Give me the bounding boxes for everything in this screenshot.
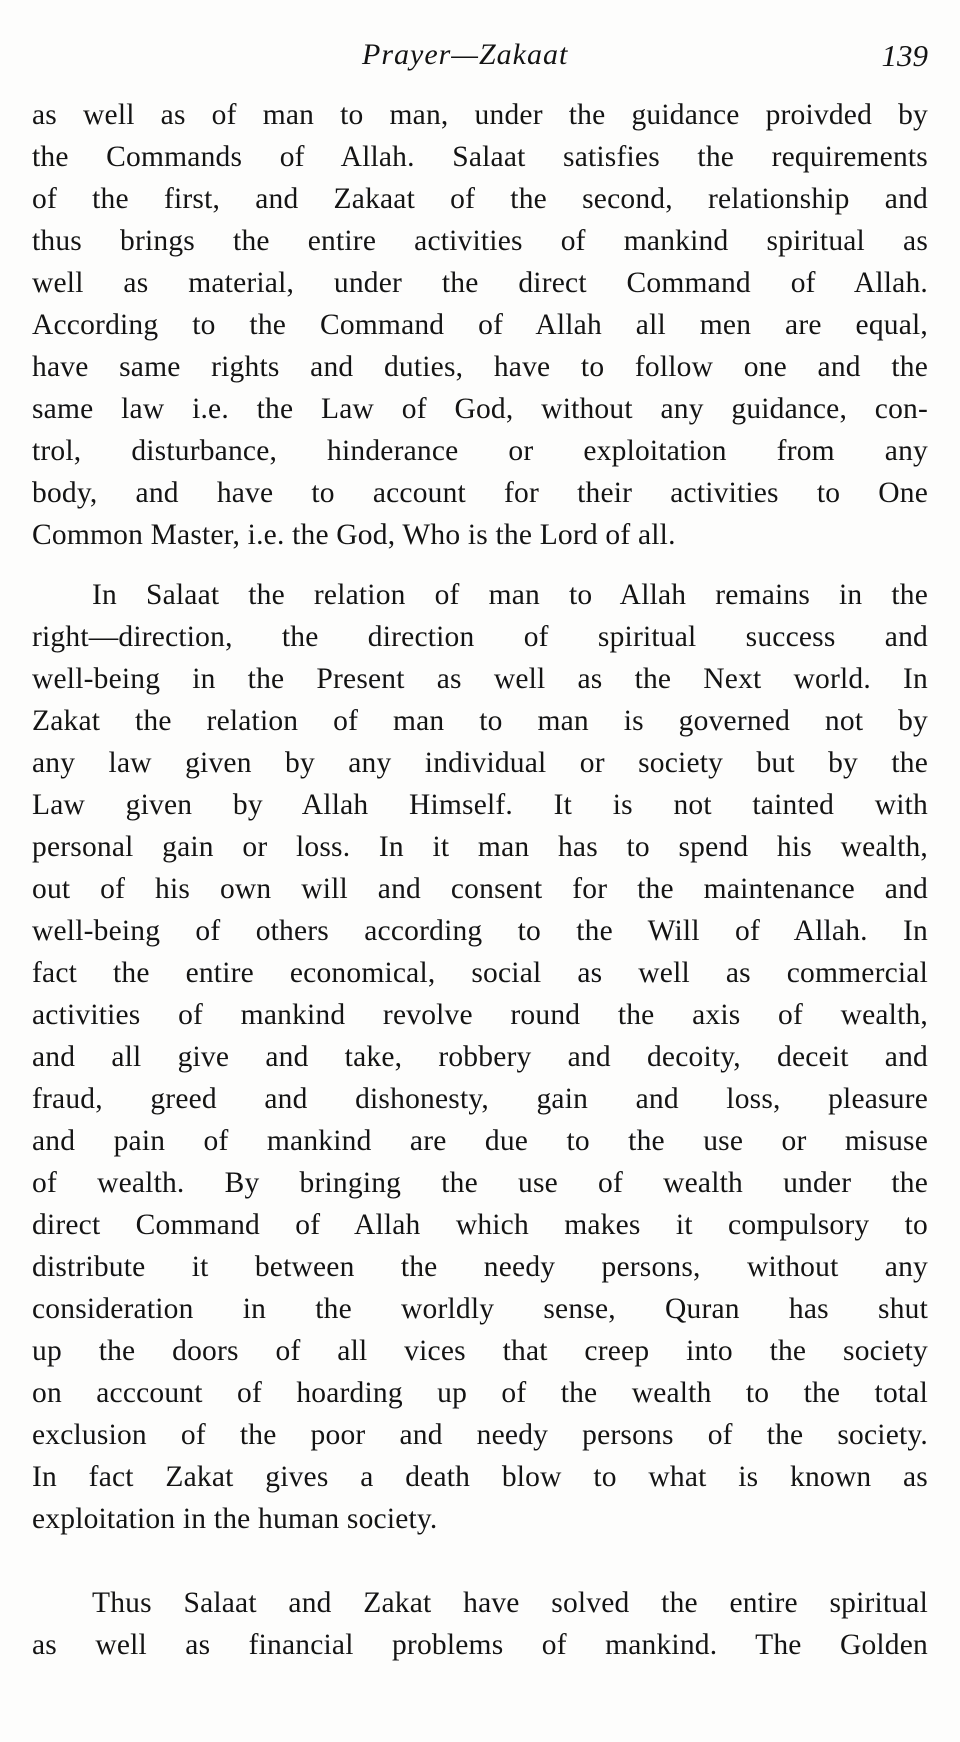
text-line: exploitation in the human society.: [32, 1503, 438, 1535]
text-line: According to the Command of Allah all men are equal,: [32, 309, 928, 341]
text-line: body, and have to account for their activities to One: [32, 477, 928, 509]
text-line: have same rights and duties, have to follow one and the: [32, 351, 928, 383]
paragraph-1: [32, 94, 928, 556]
text-line: personal gain or loss. In it man has to spend his wealth,: [32, 831, 928, 863]
text-line: consideration in the worldly sense, Quran has shut: [32, 1293, 928, 1325]
body-text: [32, 94, 928, 1666]
text-line: direct Command of Allah which makes it compulsory to: [32, 1209, 928, 1241]
text-line: of the first, and Zakaat of the second, relationship and: [32, 183, 928, 215]
page-number: 139: [881, 38, 928, 73]
text-line: distribute it between the needy persons, without any: [32, 1251, 928, 1283]
text-line: Thus Salaat and Zakat have solved the entire spiritual: [92, 1587, 928, 1619]
text-line: well as material, under the direct Command of Allah.: [32, 267, 928, 299]
paragraph-3: [32, 1582, 928, 1666]
text-line: up the doors of all vices that creep into the society: [32, 1335, 928, 1367]
text-line: fraud, greed and dishonesty, gain and loss, pleasure: [32, 1083, 928, 1115]
text-line: as well as of man to man, under the guidance proivded by: [32, 99, 928, 131]
running-head: [32, 38, 928, 78]
paragraph-gap: [32, 1540, 928, 1582]
text-line: Common Master, i.e. the God, Who is the Lord of all.: [32, 519, 676, 551]
text-line: In Salaat the relation of man to Allah remains in the: [92, 579, 928, 611]
running-title: Prayer—Zakaat: [362, 38, 569, 71]
paragraph-2: [32, 574, 928, 1540]
text-line: the Commands of Allah. Salaat satisfies the requirements: [32, 141, 928, 173]
text-line: trol, disturbance, hinderance or exploitation from any: [32, 435, 928, 467]
text-line: fact the entire economical, social as well as commercial: [32, 957, 928, 989]
text-line: well-being of others according to the Will of Allah. In: [32, 915, 928, 947]
text-line: and pain of mankind are due to the use or misuse: [32, 1125, 928, 1157]
text-line: In fact Zakat gives a death blow to what is known as: [32, 1461, 928, 1493]
text-line: right—direction, the direction of spiritual success and: [32, 621, 928, 653]
text-line: and all give and take, robbery and decoity, deceit and: [32, 1041, 928, 1073]
text-line: as well as financial problems of mankind. The Golden: [32, 1629, 928, 1661]
text-line: on acccount of hoarding up of the wealth to the total: [32, 1377, 928, 1409]
text-line: activities of mankind revolve round the axis of wealth,: [32, 999, 928, 1031]
text-line: Law given by Allah Himself. It is not tainted with: [32, 789, 928, 821]
text-line: out of his own will and consent for the maintenance and: [32, 873, 928, 905]
paragraph-gap: [32, 556, 928, 574]
text-line: same law i.e. the Law of God, without any guidance, con-: [32, 393, 928, 425]
text-line: exclusion of the poor and needy persons of the society.: [32, 1419, 928, 1451]
text-line: Zakat the relation of man to man is governed not by: [32, 705, 928, 737]
text-line: thus brings the entire activities of mankind spiritual as: [32, 225, 928, 257]
text-line: well-being in the Present as well as the Next world. In: [32, 663, 928, 695]
text-line: any law given by any individual or society but by the: [32, 747, 928, 779]
text-line: of wealth. By bringing the use of wealth under the: [32, 1167, 928, 1199]
